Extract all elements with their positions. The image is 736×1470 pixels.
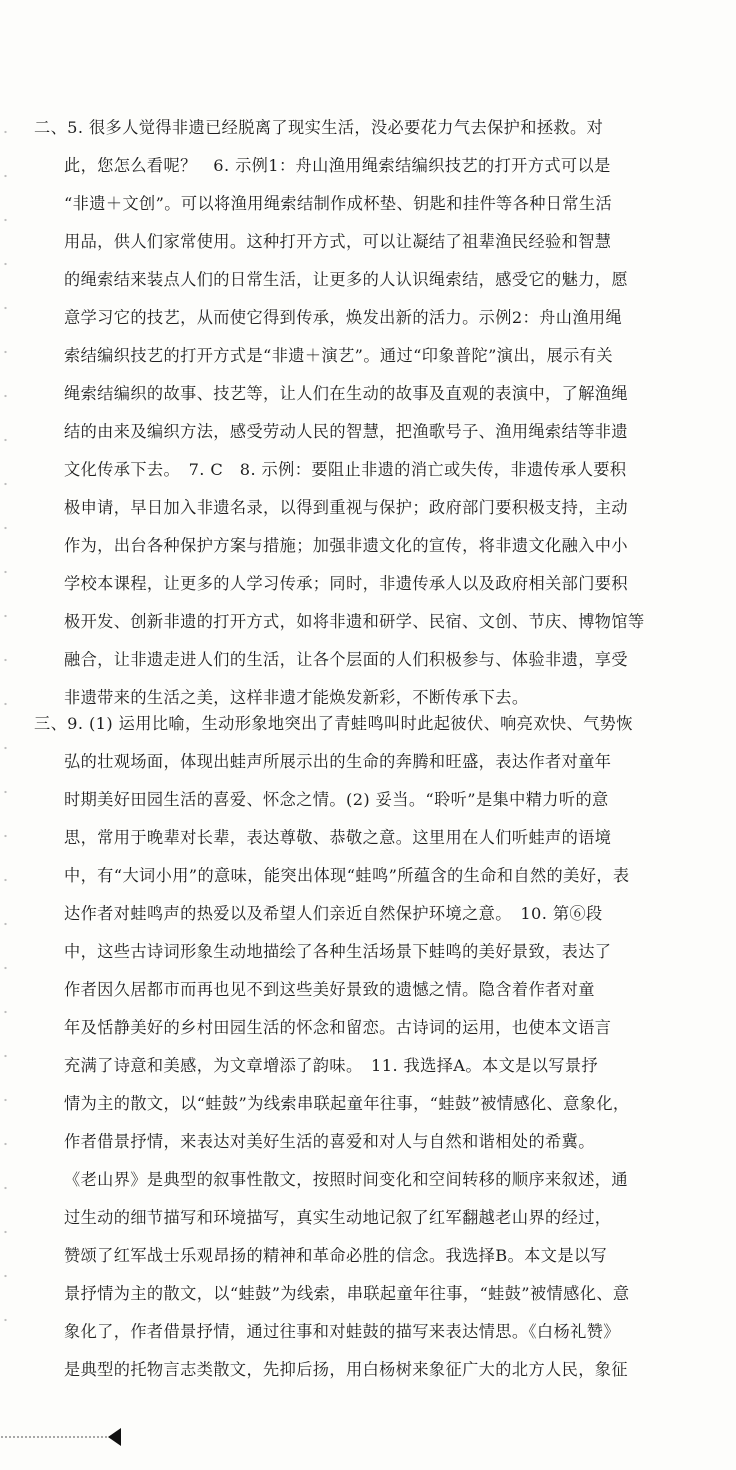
text-line: 结的由来及编织方法，感受劳动人民的智慧，把渔歌号子、渔用绳索结等非遗 xyxy=(64,422,628,441)
text-line: 是典型的托物言志类散文，先抑后扬，用白杨树来象征广大的北方人民，象征 xyxy=(64,1360,628,1379)
page-arrow-icon xyxy=(108,1428,121,1446)
text-line: 象化了，作者借景抒情，通过往事和对蛙鼓的描写来表达情思。《白杨礼赞》 xyxy=(64,1322,620,1341)
binding-margin-dots xyxy=(4,110,7,1350)
text-line: 极开发、创新非遗的打开方式，如将非遗和研学、民宿、文创、节庆、博物馆等 xyxy=(64,612,645,631)
text-line: 此，您怎么看呢？ 6. 示例1：舟山渔用绳索结编织技艺的打开方式可以是 xyxy=(64,156,611,175)
text-line: 中，有“大词小用”的意味，能突出体现“蛙鸣”所蕴含的生命和自然的美好，表 xyxy=(64,866,630,885)
text-line: 三、9. (1) 运用比喻，生动形象地突出了青蛙鸣叫时此起彼伏、响亮欢快、气势恢 xyxy=(34,714,633,733)
text-line: 用品，供人们家常使用。这种打开方式，可以让凝结了祖辈渔民经验和智慧 xyxy=(64,232,612,251)
text-line: 充满了诗意和美感，为文章增添了韵味。 11. 我选择A。本文是以写景抒 xyxy=(64,1056,599,1075)
text-line: 索结编织技艺的打开方式是“非遗＋演艺”。通过“印象普陀”演出，展示有关 xyxy=(64,346,613,365)
text-line: 作者借景抒情，来表达对美好生活的喜爱和对人与自然和谐相处的希冀。 xyxy=(64,1132,595,1151)
text-line: 学校本课程，让更多的人学习传承；同时，非遗传承人以及政府相关部门要积 xyxy=(64,574,628,593)
text-line: 极申请，早日加入非遗名录，以得到重视与保护；政府部门要积极支持，主动 xyxy=(64,498,628,517)
text-line: 过生动的细节描写和环境描写，真实生动地记叙了红军翻越老山界的经过， xyxy=(64,1208,612,1227)
text-line: 时期美好田园生活的喜爱、怀念之情。(2) 妥当。“聆听”是集中精力听的意 xyxy=(64,790,609,809)
text-line: 绳索结编织的故事、技艺等，让人们在生动的故事及直观的表演中，了解渔绳 xyxy=(64,384,628,403)
answer-section-2 xyxy=(34,109,698,717)
text-line: 情为主的散文，以“蛙鼓”为线索串联起童年往事，“蛙鼓”被情感化、意象化， xyxy=(64,1094,630,1113)
text-line: 作者因久居都市而再也见不到这些美好景致的遗憾之情。隐含着作者对童 xyxy=(64,980,595,999)
text-line: 中，这些古诗词形象生动地描绘了各种生活场景下蛙鸣的美好景致，表达了 xyxy=(64,942,612,961)
text-line: 融合，让非遗走进人们的生活，让各个层面的人们积极参与、体验非遗，享受 xyxy=(64,650,628,669)
text-line: 作为，出台各种保护方案与措施；加强非遗文化的宣传，将非遗文化融入中小 xyxy=(64,536,628,555)
footer-dotted-rule xyxy=(0,1436,112,1438)
text-line: 弘的壮观场面，体现出蛙声所展示出的生命的奔腾和旺盛，表达作者对童年 xyxy=(64,752,612,771)
text-line: 思，常用于晚辈对长辈，表达尊敬、恭敬之意。这里用在人们听蛙声的语境 xyxy=(64,828,612,847)
text-line: 文化传承下去。 7. C 8. 示例：要阻止非遗的消亡或失传，非遗传承人要积 xyxy=(64,460,627,479)
text-line: 达作者对蛙鸣声的热爱以及希望人们亲近自然保护环境之意。 10. 第⑥段 xyxy=(64,904,603,923)
text-line: 景抒情为主的散文，以“蛙鼓”为线索，串联起童年往事，“蛙鼓”被情感化、意 xyxy=(64,1284,630,1303)
text-line: 《老山界》是典型的叙事性散文，按照时间变化和空间转移的顺序来叙述，通 xyxy=(64,1170,628,1189)
text-line: “非遗＋文创”。可以将渔用绳索结制作成杯垫、钥匙和挂件等各种日常生活 xyxy=(64,194,613,213)
text-line: 赞颂了红军战士乐观昂扬的精神和革命必胜的信念。我选择B。本文是以写 xyxy=(64,1246,608,1265)
text-line: 意学习它的技艺，从而使它得到传承，焕发出新的活力。示例2：舟山渔用绳 xyxy=(64,308,623,327)
text-line: 年及恬静美好的乡村田园生活的怀念和留恋。古诗词的运用，也使本文语言 xyxy=(64,1018,612,1037)
answer-section-3 xyxy=(34,705,698,1389)
text-line: 非遗带来的生活之美，这样非遗才能焕发新彩，不断传承下去。 xyxy=(64,688,529,707)
text-line: 的绳索结来装点人们的日常生活，让更多的人认识绳索结，感受它的魅力，愿 xyxy=(64,270,628,289)
text-line: 二、5. 很多人觉得非遗已经脱离了现实生活，没必要花力气去保护和拯救。对 xyxy=(34,118,604,137)
